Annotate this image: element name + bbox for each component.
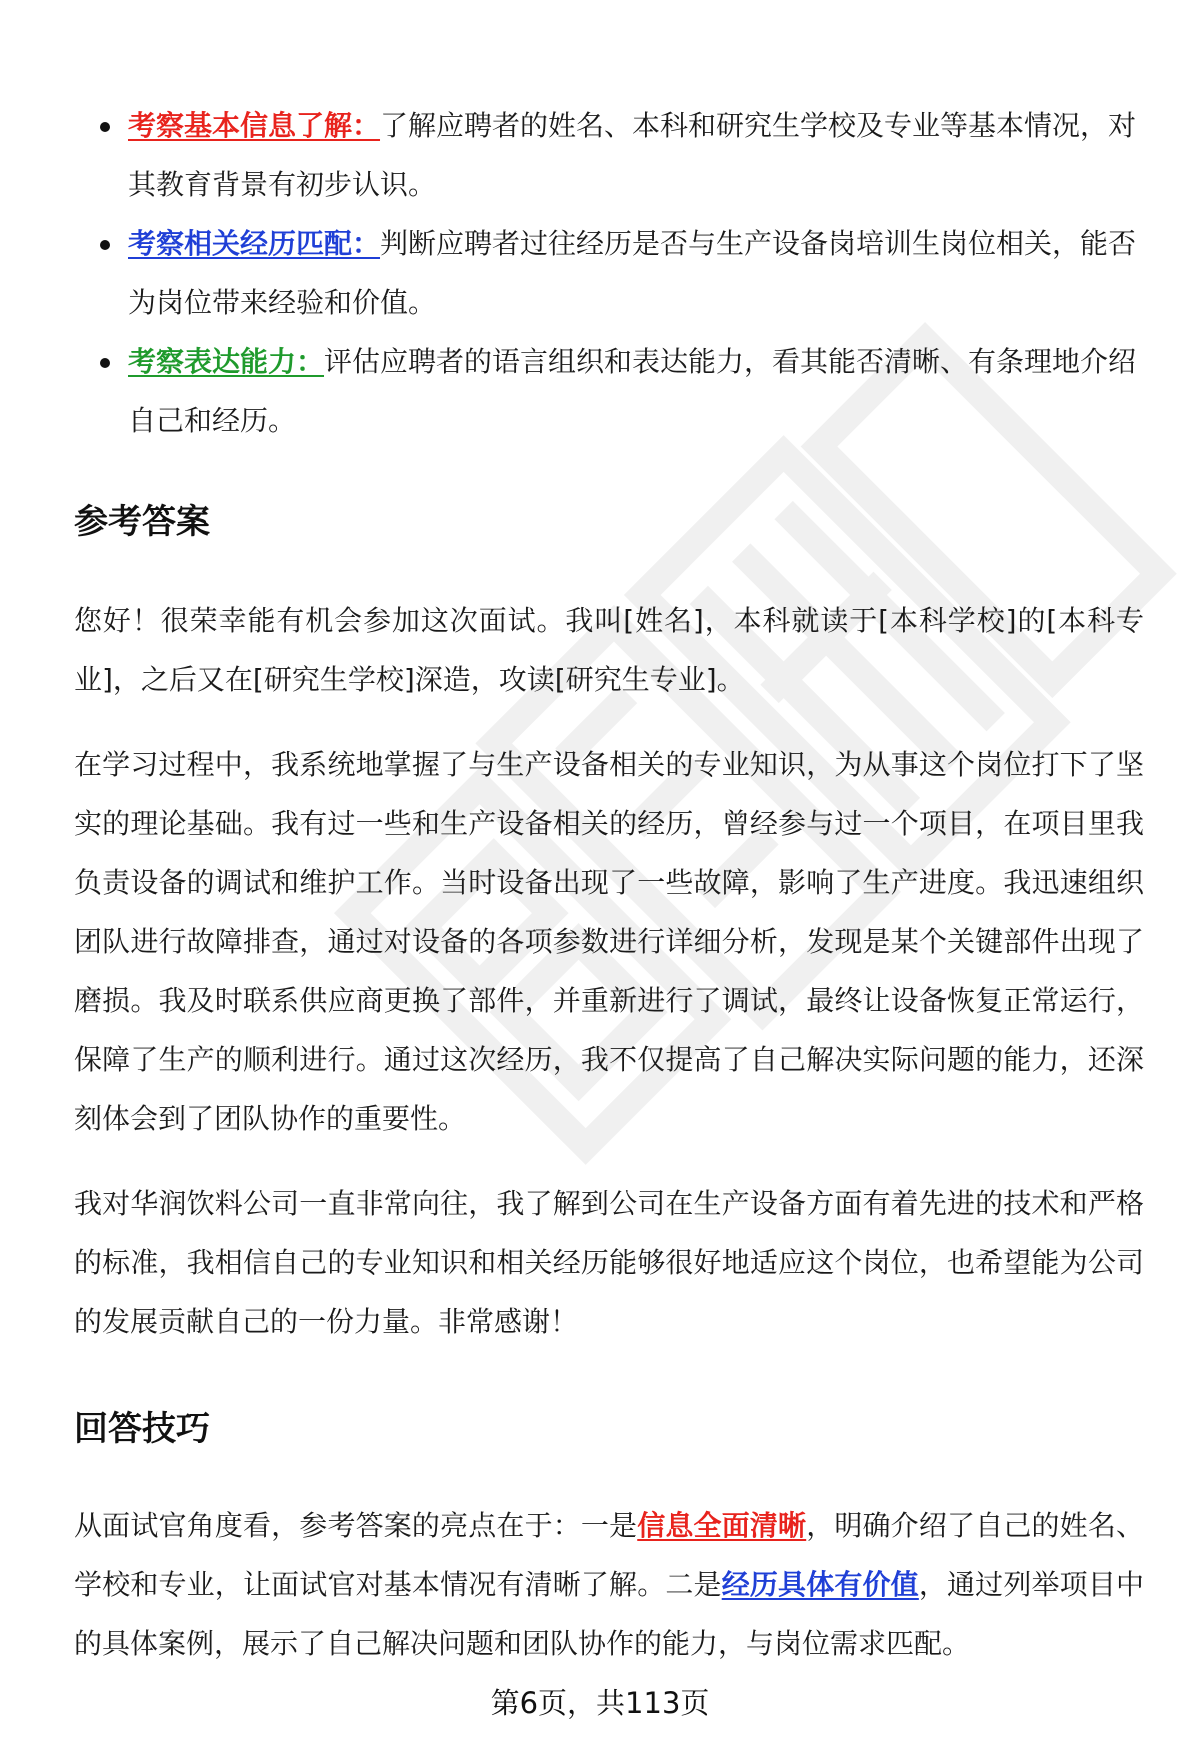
bullet-text: 评估应聘者的语言组织和表达能力，看其能否清晰、有条理地介绍自己和经历。	[128, 345, 1137, 437]
bullet-item-basic-info	[74, 96, 1144, 214]
bullet-dot-icon	[100, 358, 110, 368]
answer-paragraph: 我对华润饮料公司一直非常向往，我了解到公司在生产设备方面有着先进的技术和严格的标准，我相信自己的专业知识和相关经历能够很好地适应这个岗位，也希望能为公司的发展贡献自己的一份力量。非常感谢！	[74, 1187, 1144, 1338]
tips-text: ，通过列举项目中的具体案例，展示了自己解决问题和团队协作的能力，与岗位需求匹配。	[74, 1568, 1144, 1660]
bullet-keyword: 考察基本信息了解：	[128, 109, 381, 142]
assessment-bullet-list	[74, 96, 1144, 450]
bullet-text: 了解应聘者的姓名、本科和研究生学校及专业等基本情况，对其教育背景有初步认识。	[128, 109, 1137, 201]
tips-highlight: 经历具体有价值	[721, 1568, 919, 1601]
tips-text: 从面试官角度看，参考答案的亮点在于：一是	[74, 1509, 638, 1542]
page-number-footer: 第6页，共113页	[490, 1686, 710, 1720]
bullet-dot-icon	[100, 122, 110, 132]
section-heading-answer-tips: 回答技巧	[74, 1409, 210, 1449]
bullet-item-expression	[74, 332, 1144, 450]
tips-highlight: 信息全面清晰	[637, 1509, 807, 1542]
bullet-keyword: 考察相关经历匹配：	[128, 227, 381, 260]
bullet-dot-icon	[100, 240, 110, 250]
bullet-text: 判断应聘者过往经历是否与生产设备岗培训生岗位相关，能否为岗位带来经验和价值。	[128, 227, 1137, 319]
bullet-keyword: 考察表达能力：	[128, 345, 325, 378]
answer-paragraph: 在学习过程中，我系统地掌握了与生产设备相关的专业知识，为从事这个岗位打下了坚实的理论基础。我有过一些和生产设备相关的经历，曾经参与过一个项目，在项目里我负责设备的调试和维护工作。当时设备出现了一些故障，影响了生产进度。我迅速组织团队进行故障排查，通过对设备的各项参数进行详细分析，发现是某个关键部件出现了磨损。我及时联系供应商更换了部件，并重新进行了调试，最终让设备恢复正常运行，保障了生产的顺利进行。通过这次经历，我不仅提高了自己解决实际问题的能力，还深刻体会到了团队协作的重要性。	[74, 748, 1144, 1135]
tips-text: ，明确介绍了自己的姓名、学校和专业，让面试官对基本情况有清晰了解。二是	[74, 1509, 1144, 1601]
bullet-item-experience-match	[74, 214, 1144, 332]
main-content	[74, 96, 1144, 1673]
section-heading-reference-answer: 参考答案	[74, 502, 210, 542]
answer-paragraph: 您好！很荣幸能有机会参加这次面试。我叫[姓名]，本科就读于[本科学校]的[本科专业]，之后又在[研究生学校]深造，攻读[研究生专业]。	[74, 604, 1144, 696]
tips-paragraph	[74, 1496, 1144, 1673]
